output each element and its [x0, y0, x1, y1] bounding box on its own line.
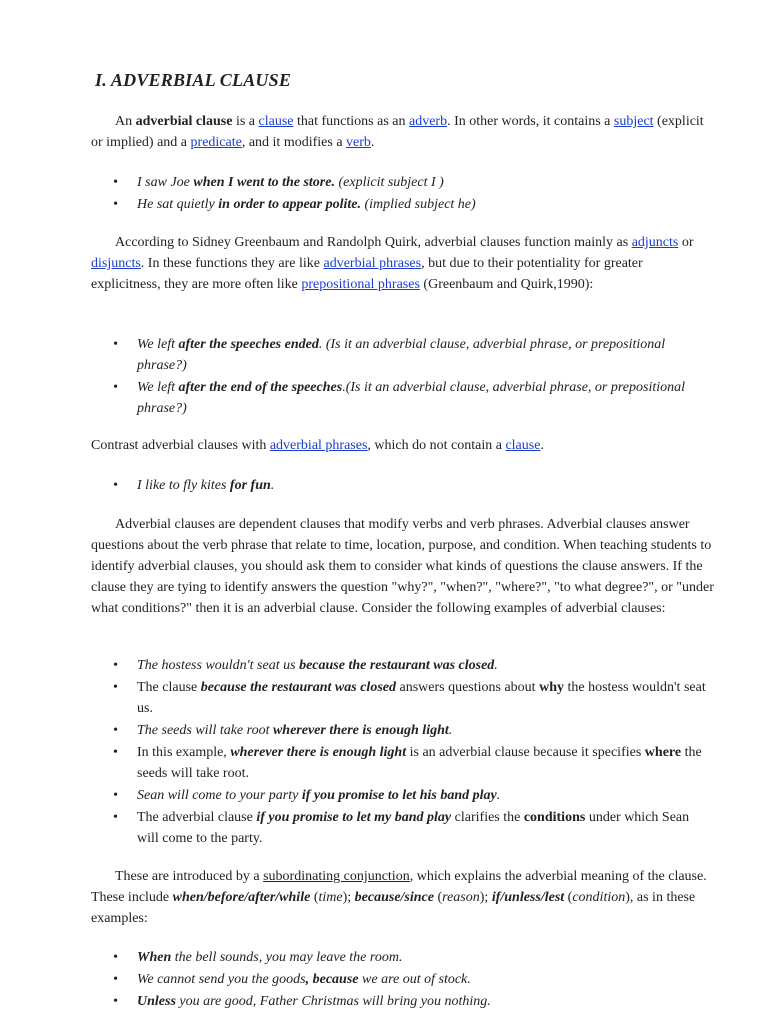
link-adverbial-phrases-2[interactable]: adverbial phrases — [269, 438, 368, 453]
link-disjuncts[interactable]: disjuncts — [91, 256, 141, 271]
text: He sat quietly — [137, 197, 219, 212]
text: The adverbial clause — [137, 810, 257, 825]
example-list-3 — [113, 475, 713, 496]
list-item — [113, 377, 713, 419]
intro-paragraph — [91, 111, 715, 153]
greenbaum-paragraph — [91, 232, 715, 295]
emphasis: why — [539, 680, 564, 695]
emphasis: when/before/after/while — [172, 890, 311, 905]
text: We left — [137, 380, 179, 395]
list-item — [113, 334, 713, 376]
text: Sean will come to your party — [137, 788, 302, 803]
text: that functions as an — [293, 114, 409, 129]
text: The seeds will take root — [137, 723, 273, 738]
text: .(Is it an adverbial clause, adverbial phrase, or prepositional phrase?) — [137, 380, 686, 416]
emphasis: when I went to the store. — [193, 175, 335, 190]
link-verb[interactable]: verb — [346, 135, 371, 150]
text: The hostess wouldn't seat us — [137, 658, 300, 673]
text: we are out of stock. — [358, 972, 471, 987]
text: the hostess wouldn't seat us. — [137, 680, 706, 716]
text: the bell sounds, you may leave the room. — [171, 950, 403, 965]
text: . — [370, 135, 375, 150]
list-item — [113, 677, 713, 719]
text: , and it modifies a — [241, 135, 347, 150]
link-adverb[interactable]: adverb — [409, 114, 448, 129]
text: you are good, Father Christmas will bring you nothing. — [175, 994, 491, 1009]
text: ); — [479, 890, 492, 905]
text: . In other words, it contains a — [447, 114, 614, 129]
text: (Greenbaum and Quirk,1990): — [419, 277, 594, 292]
link-adverbial-phrases[interactable]: adverbial phrases — [323, 256, 422, 271]
list-item — [113, 785, 713, 806]
text: ( — [433, 890, 443, 905]
emphasis: if you promise to let his band play — [301, 788, 497, 803]
text: I saw Joe — [137, 175, 194, 190]
text: The clause — [137, 680, 201, 695]
text: . — [540, 438, 544, 453]
emphasis: after the speeches ended — [178, 337, 319, 352]
text: . — [494, 658, 498, 673]
emphasis: because the restaurant was closed — [200, 680, 396, 695]
emphasis: if you promise to let my band play — [256, 810, 452, 825]
page-title: I. ADVERBIAL CLAUSE — [95, 70, 292, 90]
emphasis: wherever there is enough light — [272, 723, 449, 738]
list-item — [113, 172, 713, 193]
emphasis: , because — [305, 972, 359, 987]
text: the seeds will take root. — [137, 745, 702, 781]
emphasis: conditions — [523, 810, 586, 825]
text: , but due to their potentiality for greater explicitness, they are more often like — [91, 256, 643, 292]
link-adjuncts[interactable]: adjuncts — [631, 235, 679, 250]
text: , which explains the adverbial meaning of the clause. These include — [91, 869, 707, 905]
text: According to Sidney Greenbaum and Randolph Quirk, adverbial clauses function mainly as — [115, 235, 632, 250]
text: . — [448, 723, 453, 738]
emphasis: Unless — [137, 994, 176, 1009]
link-predicate[interactable]: predicate — [190, 135, 242, 150]
list-item — [113, 807, 713, 849]
emphasis: wherever there is enough light — [230, 745, 407, 760]
list-item — [113, 991, 713, 1012]
link-clause-2[interactable]: clause — [505, 438, 541, 453]
emphasis: if/unless/lest — [491, 890, 565, 905]
list-item — [113, 475, 713, 496]
text: . — [496, 788, 501, 803]
text: , which do not contain a — [367, 438, 506, 453]
term-subordinating-conjunction: subordinating conjunction — [263, 869, 410, 884]
list-item — [113, 720, 713, 741]
link-clause[interactable]: clause — [258, 114, 294, 129]
text: We left — [137, 337, 179, 352]
list-item — [113, 947, 713, 968]
emphasis: reason — [442, 890, 480, 905]
text: I like to fly kites — [137, 478, 230, 493]
text: answers questions about — [395, 680, 540, 695]
text: is a — [232, 114, 259, 129]
contrast-paragraph — [91, 435, 715, 456]
text: (implied subject he) — [361, 197, 476, 212]
list-item — [113, 742, 713, 784]
emphasis: in order to appear polite. — [218, 197, 361, 212]
explanation-paragraph: Adverbial clauses are dependent clauses that modify verbs and verb phrases. Adverbial clauses answer questions about the verb phrase that relate to time, location, purpose, and condition. When teaching students to identify adverbial clauses, you should ask them to consider what kinds of questions the clause answers. If the clause they are tying to identify answers the question "why?", "when?", "where?", "to what degree?", or "under what conditions?" then it is an adverbial clause. Consider the following examples of adverbial clauses: — [91, 517, 714, 616]
link-subject[interactable]: subject — [613, 114, 654, 129]
emphasis: because/since — [354, 890, 434, 905]
text: or — [678, 235, 694, 250]
text: is an adverbial clause because it specifies — [406, 745, 645, 760]
example-list-2 — [113, 334, 713, 419]
text: under which Sean will come to the party. — [137, 810, 690, 846]
text: clarifies the — [451, 810, 524, 825]
text: These are introduced by a — [115, 869, 264, 884]
example-list-1 — [113, 172, 713, 215]
emphasis: time — [318, 890, 343, 905]
text: ), as in these examples: — [91, 890, 696, 926]
term-adverbial-clause: adverbial clause — [135, 114, 233, 129]
list-item — [113, 969, 713, 990]
emphasis: condition — [572, 890, 626, 905]
emphasis: where — [644, 745, 682, 760]
text: ( — [564, 890, 573, 905]
text: ( — [310, 890, 319, 905]
link-prepositional-phrases[interactable]: prepositional phrases — [301, 277, 420, 292]
list-item — [113, 655, 713, 676]
text: (explicit or implied) and a — [91, 114, 704, 150]
text: (explicit subject I ) — [334, 175, 444, 190]
list-item — [113, 194, 713, 215]
emphasis: for fun — [229, 478, 271, 493]
emphasis: because the restaurant was closed — [299, 658, 495, 673]
text: . In these functions they are like — [140, 256, 324, 271]
text: In this example, — [137, 745, 231, 760]
text: An — [115, 114, 136, 129]
text: Contrast adverbial clauses with — [91, 438, 270, 453]
text: . (Is it an adverbial clause, adverbial phrase, or prepositional phrase?) — [137, 337, 666, 373]
example-list-4 — [113, 655, 713, 849]
text: . — [270, 478, 275, 493]
emphasis: after the end of the speeches — [178, 380, 343, 395]
example-list-5 — [113, 947, 713, 1012]
text: ); — [342, 890, 355, 905]
emphasis: When — [137, 950, 172, 965]
text: We cannot send you the goods — [137, 972, 306, 987]
conjunction-paragraph — [91, 866, 715, 929]
